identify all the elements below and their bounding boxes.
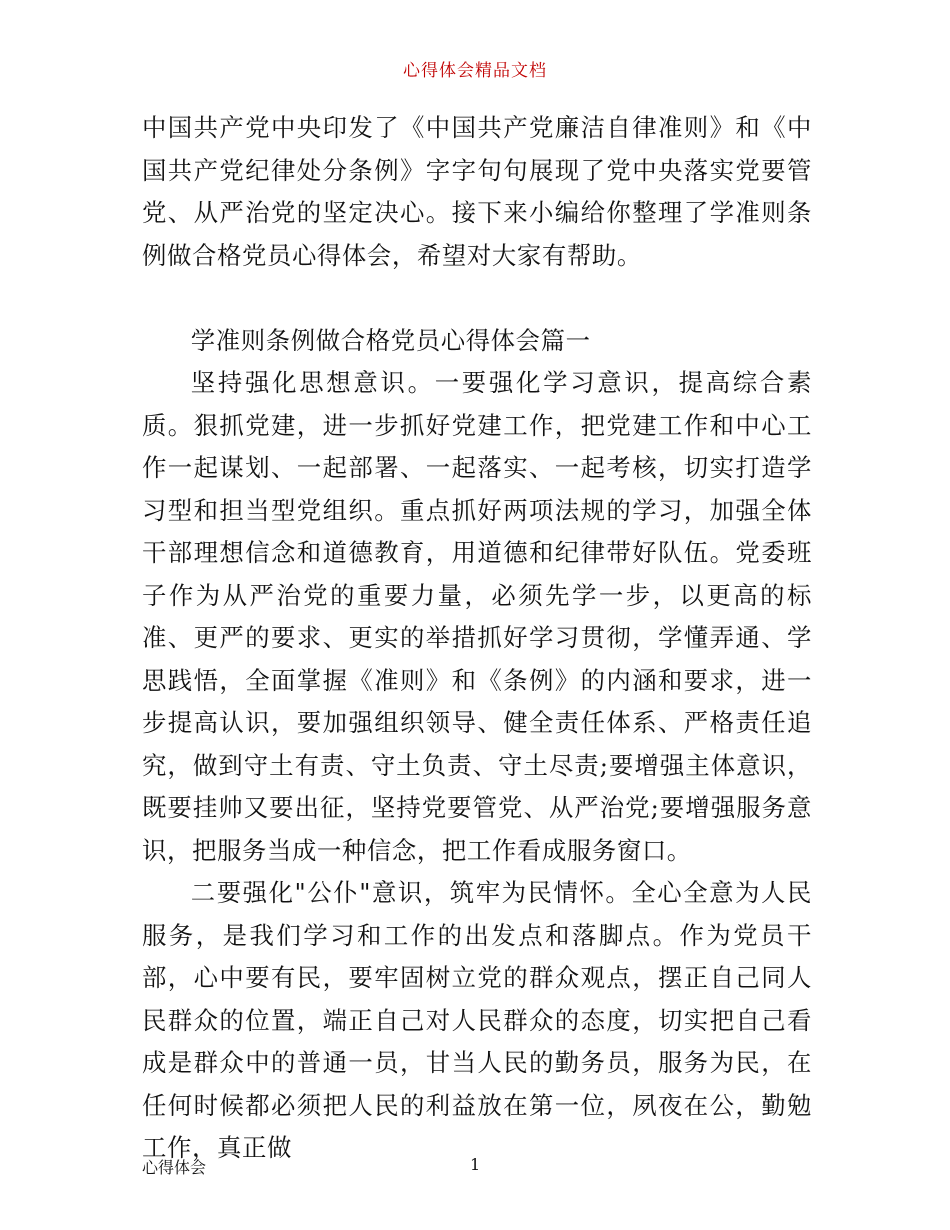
footer-label: 心得体会 — [142, 1158, 207, 1177]
body-paragraph-1: 坚持强化思想意识。一要强化学习意识，提高综合素质。狠抓党建，进一步抓好党建工作，把党建工作和中心工作一起谋划、一起部署、一起落实、一起考核，切实打造学习型和担当型党组织。重点抓好两项法规的学习，加强全体干部理想信念和道德教育，用道德和纪律带好队伍。党委班子作为从严治党的重要力量，必须先学一步，以更高的标准、更严的要求、更实的举措抓好学习贯彻，学懂弄通、学思践悟，全面掌握《准则》和《条例》的内涵和要求，进一步提高认识，要加强组织领导、健全责任体系、严格责任追究，做到守土有责、守土负责、守土尽责;要增强主体意识，既要挂帅又要出征，坚持党要管党、从严治党;要增强服务意识，把服务当成一种信念，把工作看成服务窗口。 — [142, 368, 812, 865]
document-body — [142, 107, 812, 1170]
page-header-title: 心得体会精品文档 — [403, 61, 547, 81]
paragraph-spacer — [142, 277, 812, 320]
intro-paragraph: 中国共产党中央印发了《中国共产党廉洁自律准则》和《中国共产党纪律处分条例》字字句句展现了党中央落实党要管党、从严治党的坚定决心。接下来小编给你整理了学准则条例做合格党员心得体会，希望对大家有帮助。 — [142, 113, 812, 270]
page-number: 1 — [470, 1155, 481, 1174]
section-title: 学准则条例做合格党员心得体会篇一 — [190, 325, 591, 355]
body-paragraph-2: 二要强化"公仆"意识，筑牢为民情怀。全心全意为人民服务，是我们学习和工作的出发点和落脚点。作为党员干部，心中要有民，要牢固树立党的群众观点，摆正自己同人民群众的位置，端正自己对人民群众的态度，切实把自己看成是群众中的普通一员，甘当人民的勤务员，服务为民，在任何时候都必须把人民的利益放在第一位，夙夜在公，勤勉工作，真正做 — [142, 878, 812, 1162]
